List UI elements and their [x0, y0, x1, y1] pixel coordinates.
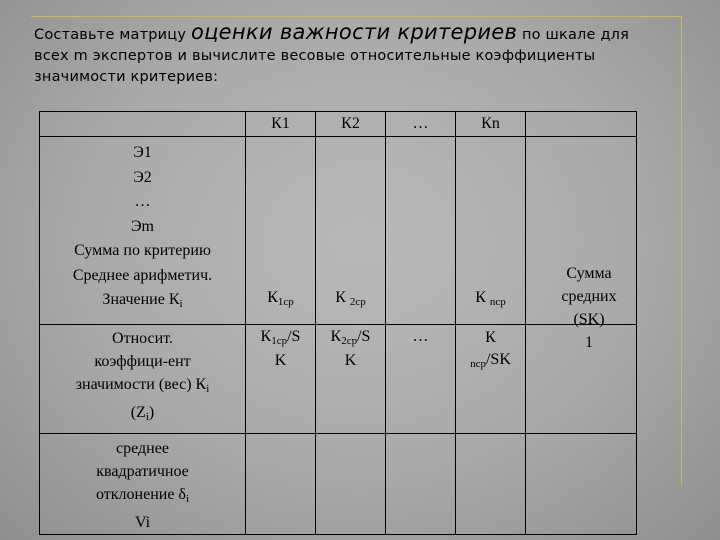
deviation-row — [40, 434, 637, 535]
header-dots: … — [386, 112, 456, 137]
side-line-1: Сумма — [566, 265, 612, 282]
label-sd1: среднее — [116, 440, 169, 457]
label-rel1: Относит. — [112, 330, 173, 347]
task-line-2: всех m экспертов и вычислите весовые относительные коэффициенты — [34, 48, 596, 64]
cell-extra-dev — [526, 434, 637, 535]
header-k1: К1 — [246, 112, 316, 137]
label-e1: Э1 — [133, 144, 152, 161]
task-line-1 — [34, 22, 684, 46]
cell-k2-dev — [316, 434, 386, 535]
label-rel2: коэффици-ент — [94, 353, 191, 370]
cell-dots-weight: … — [386, 325, 456, 434]
label-sd2: квадратичное — [96, 463, 189, 480]
task-text — [34, 22, 684, 88]
task-line-3: значимости критериев: — [34, 69, 219, 85]
cell-k2-mean: К $_{2ср}$ — [316, 137, 386, 325]
cell-k2-weight: $К_{2ср}/S$ K — [316, 325, 386, 434]
row-label-deviation — [40, 434, 246, 535]
label-rel4: $(Z_i)$ — [130, 404, 155, 423]
cell-kn-weight: К $_{nср}$/SK — [456, 325, 526, 434]
cell-dots-dev — [386, 434, 456, 535]
row-label-experts — [40, 137, 246, 325]
task-emphasis: оценки важности критериев — [190, 20, 518, 44]
header-empty — [526, 112, 637, 137]
header-row — [40, 112, 637, 137]
task-part-3: по шкале для — [517, 27, 630, 43]
label-rel3: значимости (вес) $К_i$ — [75, 376, 210, 395]
cell-k1-dev — [246, 434, 316, 535]
corner-cell — [40, 112, 246, 137]
side-line-2: средних — [561, 288, 617, 305]
cell-dots-mean — [386, 137, 456, 325]
side-line-4: 1 — [585, 334, 593, 351]
label-dots: … — [134, 193, 151, 210]
sum-of-means-note — [534, 262, 644, 354]
label-value: Значение $К_i$ — [102, 291, 183, 310]
row-label-weight — [40, 325, 246, 434]
header-kn: Кn — [456, 112, 526, 137]
cell-kn-mean: К $_{nср}$ — [456, 137, 526, 325]
label-em: Эm — [130, 217, 154, 235]
cell-kn-dev — [456, 434, 526, 535]
task-part-1: Составьте матрицу — [34, 27, 191, 43]
header-k2: К2 — [316, 112, 386, 137]
label-sum: Сумма по критерию — [74, 242, 211, 259]
label-mean: Среднее арифметич. — [72, 266, 213, 284]
label-sd3: отклонение $\delta_i$ — [95, 486, 190, 505]
cell-k1-mean: $К_{1ср}$ — [246, 137, 316, 325]
cell-k1-weight: $К_{1ср}/S$ K — [246, 325, 316, 434]
side-line-3: (SK) — [573, 311, 605, 328]
label-e2: Э2 — [133, 168, 152, 186]
label-vi: Vi — [134, 514, 151, 531]
